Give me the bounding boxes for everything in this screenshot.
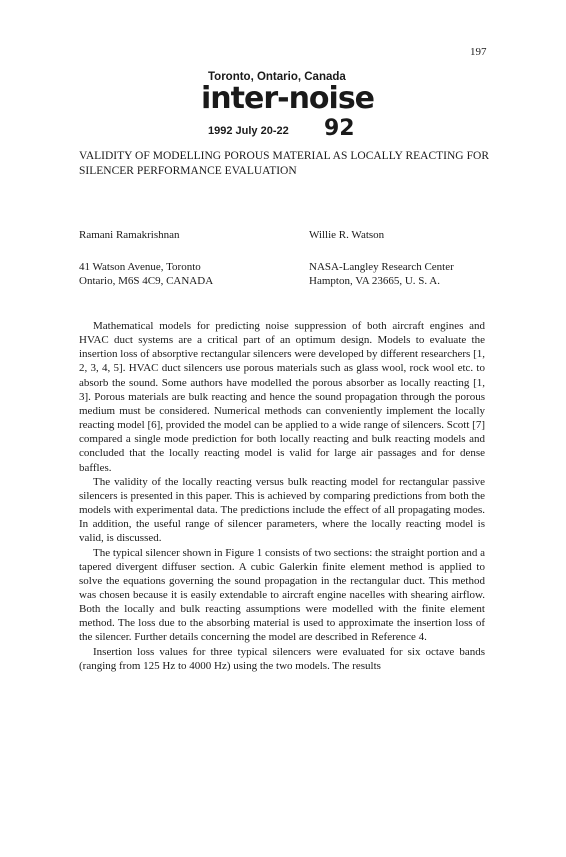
body-text (79, 319, 485, 673)
author-1 (79, 228, 213, 288)
author-address (309, 260, 454, 288)
author-name: Ramani Ramakrishnan (79, 229, 180, 241)
conference-date: 1992 July 20-22 (208, 125, 289, 137)
paragraph: The typical silencer shown in Figure 1 consists of two sections: the straight portion and a tapered divergent diffuser section. A cubic Galerkin finite element method is applied to solve the equations governing the sound propagation in the rectangular duct. This method was chosen because it is easily extendable to aircraft engine nacelles with shearing airflow. Both the locally and bulk reacting assumptions were modelled with the finite element method. The loss due to the absorbing material is used to approximate the insertion loss of the silencer. Further details concerning the model are described in Reference 4. (79, 546, 485, 644)
author-name: Willie R. Watson (309, 229, 385, 241)
address-line: NASA-Langley Research Center (309, 261, 454, 273)
address-line: Ontario, M6S 4C9, CANADA (79, 275, 214, 287)
address-line: Hampton, VA 23665, U. S. A. (309, 275, 441, 287)
author-2 (309, 228, 454, 288)
paragraph: Insertion loss values for three typical silencers were evaluated for six octave bands (ranging from 125 Hz to 4000 Hz) using the two models. The results (79, 645, 485, 672)
paragraph: Mathematical models for predicting noise suppression of both aircraft engines and HVAC duct systems are a critical part of an optimum design. Models to evaluate the insertion loss of absorptive rectangular silencers were developed by different researchers [1, 2, 3, 4, 5]. HVAC duct silencers use porous materials such as glass wool, rock wool etc. to absorb the sound. Some authors have modelled the porous absorber as locally reacting [1, 3]. Porous materials are bulk reacting and hence the sound propagation through the porous medium must be considered. Numerical methods can conveniently implement the locally reacting model [6], provided the model can be applied to a wide range of silencers. Scott [7] compared a single mode prediction for both locally reacting and bulk reacting models and concluded that the locally reacting model is valid for large air passages and for dense baffles. (79, 320, 485, 474)
paper-title: VALIDITY OF MODELLING POROUS MATERIAL AS LOCALLY REACTING FOR SILENCER PERFORMANCE EVALUATION (79, 150, 489, 177)
conference-year-mark: 92 (324, 116, 355, 141)
paragraph: The validity of the locally reacting versus bulk reacting model for rectangular passive silencers is presented in this paper. This is achieved by comparing predictions from both the models with experimental data. The predictions include the effect of all propagating modes. In addition, the useful range of silencer parameters, where the locally reacting model is valid, is discussed. (79, 475, 485, 545)
page-number: 197 (470, 46, 487, 58)
address-line: 41 Watson Avenue, Toronto (79, 261, 201, 273)
author-address (79, 260, 213, 288)
conference-logo: inter-noise (201, 81, 375, 116)
conference-city: Toronto, Ontario, Canada (208, 71, 346, 83)
